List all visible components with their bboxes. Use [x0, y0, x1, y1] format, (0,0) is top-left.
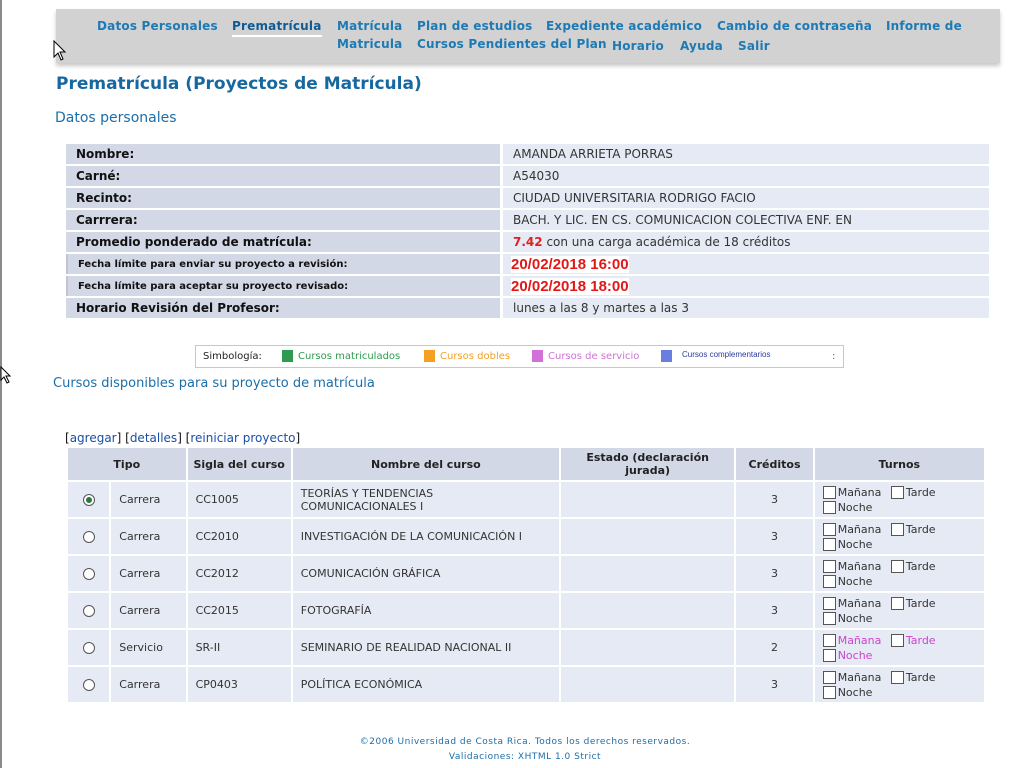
- course-estado: [561, 667, 734, 702]
- turn-label-manana: Mañana: [837, 596, 882, 610]
- course-actions: [agregar] [detalles] [reiniciar proyecto]: [65, 431, 301, 445]
- turn-checkbox-manana[interactable]: [823, 671, 836, 684]
- turn-checkbox-noche[interactable]: [823, 501, 836, 514]
- course-sigla: CC1005: [188, 482, 291, 517]
- course-radio[interactable]: [83, 642, 95, 654]
- turn-checkbox-tarde[interactable]: [891, 634, 904, 647]
- turn-checkbox-tarde[interactable]: [891, 671, 904, 684]
- footer-copyright: ©2006 Universidad de Costa Rica. Todos los derechos reservados.: [359, 737, 691, 747]
- turn-label-manana: Mañana: [837, 485, 882, 499]
- turn-label-manana: Mañana: [837, 633, 882, 647]
- course-tipo: Servicio: [111, 630, 185, 665]
- col-nombre: Nombre del curso: [293, 448, 559, 480]
- turn-label-tarde: Tarde: [905, 633, 936, 647]
- personal-info-table: [66, 142, 989, 320]
- course-radio[interactable]: [83, 605, 95, 617]
- col-sigla: Sigla del curso: [188, 448, 291, 480]
- table-row: [68, 667, 984, 702]
- legend-label-dobles: Cursos dobles: [440, 351, 511, 362]
- turn-checkbox-noche[interactable]: [823, 612, 836, 625]
- table-row: [68, 556, 984, 591]
- course-turnos: [815, 482, 984, 517]
- course-tipo: Carrera: [111, 667, 185, 702]
- info-value: [500, 276, 989, 296]
- select-cell: [68, 482, 109, 517]
- course-turnos: [815, 593, 984, 628]
- turn-label-noche: Noche: [837, 611, 873, 625]
- course-estado: [561, 630, 734, 665]
- info-value: A54030: [500, 166, 989, 186]
- select-cell: [68, 519, 109, 554]
- course-sigla: CP0403: [188, 667, 291, 702]
- courses-section-title: Cursos disponibles para su proyecto de matrícula: [53, 376, 375, 391]
- add-link[interactable]: agregar: [69, 431, 117, 445]
- course-turnos: [815, 630, 984, 665]
- mouse-pointer-icon: [53, 40, 67, 62]
- turn-checkbox-noche[interactable]: [823, 538, 836, 551]
- info-value: AMANDA ARRIETA PORRAS: [500, 144, 989, 164]
- select-cell: [68, 667, 109, 702]
- table-row: [68, 630, 984, 665]
- course-creditos: 3: [736, 556, 812, 591]
- footer-validation[interactable]: Validaciones: XHTML 1.0 Strict: [448, 752, 602, 762]
- course-tipo: Carrera: [111, 556, 185, 591]
- course-radio[interactable]: [83, 494, 95, 506]
- turn-label-manana: Mañana: [837, 670, 882, 684]
- table-row: [68, 593, 984, 628]
- course-radio[interactable]: [83, 679, 95, 691]
- turn-checkbox-noche[interactable]: [823, 686, 836, 699]
- legend-title: Simbología:: [203, 351, 262, 362]
- info-label: Fecha límite para aceptar su proyecto revisado:: [66, 276, 500, 296]
- courses-table: [66, 446, 986, 704]
- nav-salir[interactable]: Salir: [738, 39, 770, 53]
- course-estado: [561, 593, 734, 628]
- nav-plan-estudios[interactable]: Plan de estudios: [417, 19, 533, 33]
- turn-label-tarde: Tarde: [905, 596, 936, 610]
- nav-cursos-pendientes[interactable]: Cursos Pendientes del Plan: [417, 37, 607, 51]
- main-nav: [56, 9, 1000, 63]
- nav-informe-matricula-1[interactable]: Informe de: [886, 19, 962, 33]
- course-estado: [561, 482, 734, 517]
- legend-swatch-dobles: [424, 350, 435, 362]
- course-estado: [561, 556, 734, 591]
- turn-checkbox-manana[interactable]: [823, 560, 836, 573]
- course-nombre: COMUNICACIÓN GRÁFICA: [293, 556, 559, 591]
- legend-end-dot: :: [832, 351, 836, 362]
- col-estado: Estado (declaración jurada): [561, 448, 734, 480]
- courses-header-row: [68, 448, 984, 480]
- turn-checkbox-manana[interactable]: [823, 523, 836, 536]
- course-radio[interactable]: [83, 531, 95, 543]
- course-tipo: Carrera: [111, 519, 185, 554]
- col-turnos: Turnos: [815, 448, 984, 480]
- legend-swatch-matriculados: [282, 350, 293, 362]
- course-tipo: Carrera: [111, 482, 185, 517]
- legend-swatch-complementarios: [661, 350, 672, 362]
- table-row: [68, 519, 984, 554]
- turn-label-manana: Mañana: [837, 522, 882, 536]
- deadline-send: 20/02/2018 16:00: [511, 255, 629, 273]
- course-tipo: Carrera: [111, 593, 185, 628]
- course-radio[interactable]: [83, 568, 95, 580]
- turn-label-tarde: Tarde: [905, 670, 936, 684]
- course-sigla: CC2010: [188, 519, 291, 554]
- select-cell: [68, 630, 109, 665]
- legend-label-matriculados: Cursos matriculados: [298, 351, 401, 362]
- nav-matricula[interactable]: Matrícula: [337, 19, 403, 33]
- legend-swatch-servicio: [532, 350, 543, 362]
- nav-cambio-contrasena[interactable]: Cambio de contraseña: [717, 19, 873, 33]
- info-value: [500, 254, 989, 274]
- info-value: lunes a las 8 y martes a las 3: [500, 298, 989, 318]
- turn-checkbox-manana[interactable]: [823, 486, 836, 499]
- info-label: Promedio ponderado de matrícula:: [66, 232, 500, 252]
- promedio-value: 7.42: [513, 235, 543, 249]
- info-label: Carné:: [66, 166, 500, 186]
- course-nombre: SEMINARIO DE REALIDAD NACIONAL II: [293, 630, 559, 665]
- info-label: Recinto:: [66, 188, 500, 208]
- info-label: Horario Revisión del Profesor:: [66, 298, 500, 318]
- col-tipo: Tipo: [68, 448, 186, 480]
- info-row-nombre: [66, 144, 989, 164]
- turn-label-tarde: Tarde: [905, 485, 936, 499]
- course-estado: [561, 519, 734, 554]
- details-link[interactable]: detalles: [129, 431, 178, 445]
- course-sigla: CC2015: [188, 593, 291, 628]
- info-value: [500, 232, 989, 252]
- info-value: CIUDAD UNIVERSITARIA RODRIGO FACIO: [500, 188, 989, 208]
- course-nombre: INVESTIGACIÓN DE LA COMUNICACIÓN I: [293, 519, 559, 554]
- turn-checkbox-tarde[interactable]: [891, 597, 904, 610]
- course-nombre: POLÍTICA ECONÓMICA: [293, 667, 559, 702]
- turn-label-tarde: Tarde: [905, 522, 936, 536]
- info-label: Fecha límite para enviar su proyecto a revisión:: [66, 254, 500, 274]
- course-turnos: [815, 556, 984, 591]
- course-turnos: [815, 667, 984, 702]
- reset-project-link[interactable]: reiniciar proyecto: [190, 431, 296, 445]
- turn-label-noche: Noche: [837, 685, 873, 699]
- course-sigla: CC2012: [188, 556, 291, 591]
- turn-label-noche: Noche: [837, 574, 873, 588]
- turn-checkbox-tarde[interactable]: [891, 560, 904, 573]
- course-nombre: FOTOGRAFÍA: [293, 593, 559, 628]
- info-row-carne: [66, 166, 989, 186]
- info-row-fecha-aceptar: [66, 276, 989, 296]
- legend-box: [195, 345, 844, 368]
- course-creditos: 3: [736, 482, 812, 517]
- turn-checkbox-manana[interactable]: [823, 634, 836, 647]
- info-label: Carrrera:: [66, 210, 500, 230]
- turn-label-noche: Noche: [837, 537, 873, 551]
- turn-checkbox-noche[interactable]: [823, 575, 836, 588]
- info-value: BACH. Y LIC. EN CS. COMUNICACION COLECTIVA ENF. EN: [500, 210, 989, 230]
- course-creditos: 2: [736, 630, 812, 665]
- nav-datos-personales[interactable]: Datos Personales: [97, 19, 218, 33]
- col-creditos: Créditos: [736, 448, 812, 480]
- turn-label-noche: Noche: [837, 648, 873, 662]
- turn-label-tarde: Tarde: [905, 559, 936, 573]
- select-cell: [68, 593, 109, 628]
- course-creditos: 3: [736, 667, 812, 702]
- deadline-accept: 20/02/2018 18:00: [511, 277, 629, 295]
- turn-checkbox-manana[interactable]: [823, 597, 836, 610]
- info-row-promedio: [66, 232, 989, 252]
- mouse-pointer-icon: [0, 366, 12, 384]
- course-turnos: [815, 519, 984, 554]
- select-cell: [68, 556, 109, 591]
- nav-horario[interactable]: Horario: [612, 39, 664, 53]
- turn-label-manana: Mañana: [837, 559, 882, 573]
- course-creditos: 3: [736, 519, 812, 554]
- turn-checkbox-noche[interactable]: [823, 649, 836, 662]
- info-row-fecha-envio: [66, 254, 989, 274]
- info-label: Nombre:: [66, 144, 500, 164]
- turn-label-noche: Noche: [837, 500, 873, 514]
- turn-checkbox-tarde[interactable]: [891, 523, 904, 536]
- legend-label-servicio: Cursos de servicio: [548, 351, 640, 362]
- course-creditos: 3: [736, 593, 812, 628]
- personal-section-title: Datos personales: [55, 110, 177, 126]
- course-sigla: SR-II: [188, 630, 291, 665]
- info-row-recinto: [66, 188, 989, 208]
- carga-academica-text: con una carga académica de 18 créditos: [546, 235, 791, 249]
- info-row-carrera: [66, 210, 989, 230]
- legend-label-complementarios: Cursos complementarios: [682, 350, 771, 359]
- turn-checkbox-tarde[interactable]: [891, 486, 904, 499]
- nav-prematricula[interactable]: Prematrícula: [232, 19, 322, 37]
- nav-expediente[interactable]: Expediente académico: [546, 19, 703, 33]
- page-title: Prematrícula (Proyectos de Matrícula): [56, 74, 422, 94]
- window-edge: [0, 0, 2, 768]
- table-row: [68, 482, 984, 517]
- nav-informe-matricula-2[interactable]: Matricula: [337, 37, 403, 51]
- course-nombre: TEORÍAS Y TENDENCIAS COMUNICACIONALES I: [293, 482, 559, 517]
- info-row-horario-revision: [66, 298, 989, 318]
- nav-ayuda[interactable]: Ayuda: [680, 39, 723, 53]
